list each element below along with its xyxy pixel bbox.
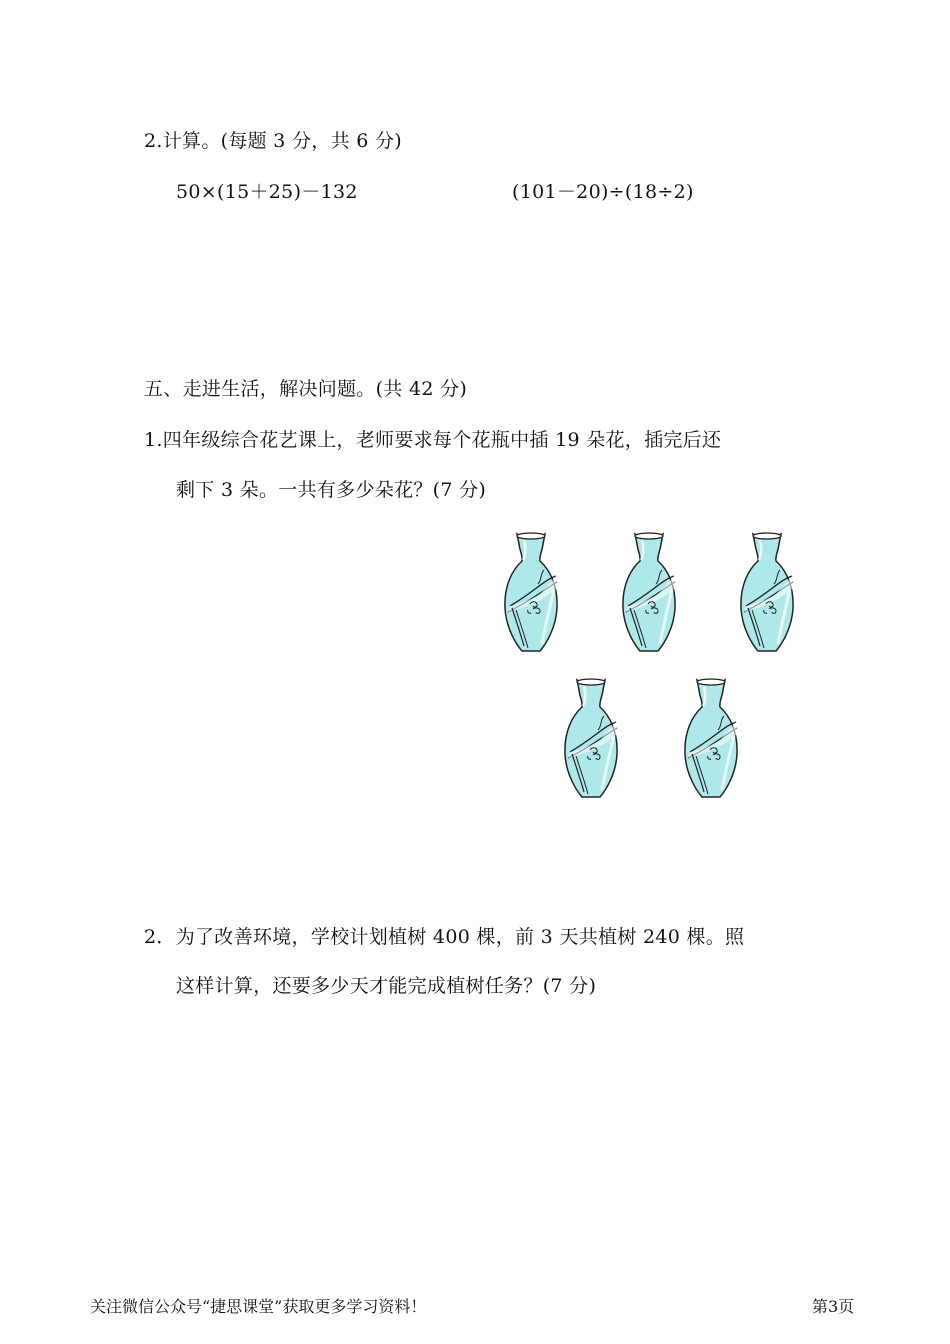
question-2-line-2: 这样计算，还要多少天才能完成植树任务？(7 分) xyxy=(176,975,597,997)
vase-icon xyxy=(618,530,680,654)
section-heading: 五、走进生活，解决问题。(共 42 分) xyxy=(144,378,468,400)
expression-2: (101－20)÷(18÷2) xyxy=(512,181,694,203)
question-2-line-1: 2．为了改善环境，学校计划植树 400 棵，前 3 天共植树 240 棵。照 xyxy=(144,926,745,948)
vase-icon xyxy=(500,530,562,654)
expression-1: 50×(15＋25)－132 xyxy=(176,181,358,203)
question-1-line-2: 剩下 3 朵。一共有多少朵花？(7 分) xyxy=(176,479,487,501)
question-1-line-1: 1.四年级综合花艺课上，老师要求每个花瓶中插 19 朵花，插完后还 xyxy=(144,429,722,451)
footer-note: 关注微信公众号“捷思课堂”获取更多学习资料！ xyxy=(90,1297,427,1316)
page-number: 第3页 xyxy=(812,1297,855,1316)
vase-icon xyxy=(560,676,622,800)
vase-icon xyxy=(680,676,742,800)
calc-question-heading: 2.计算。(每题 3 分，共 6 分) xyxy=(144,130,402,152)
vase-icon xyxy=(736,530,798,654)
